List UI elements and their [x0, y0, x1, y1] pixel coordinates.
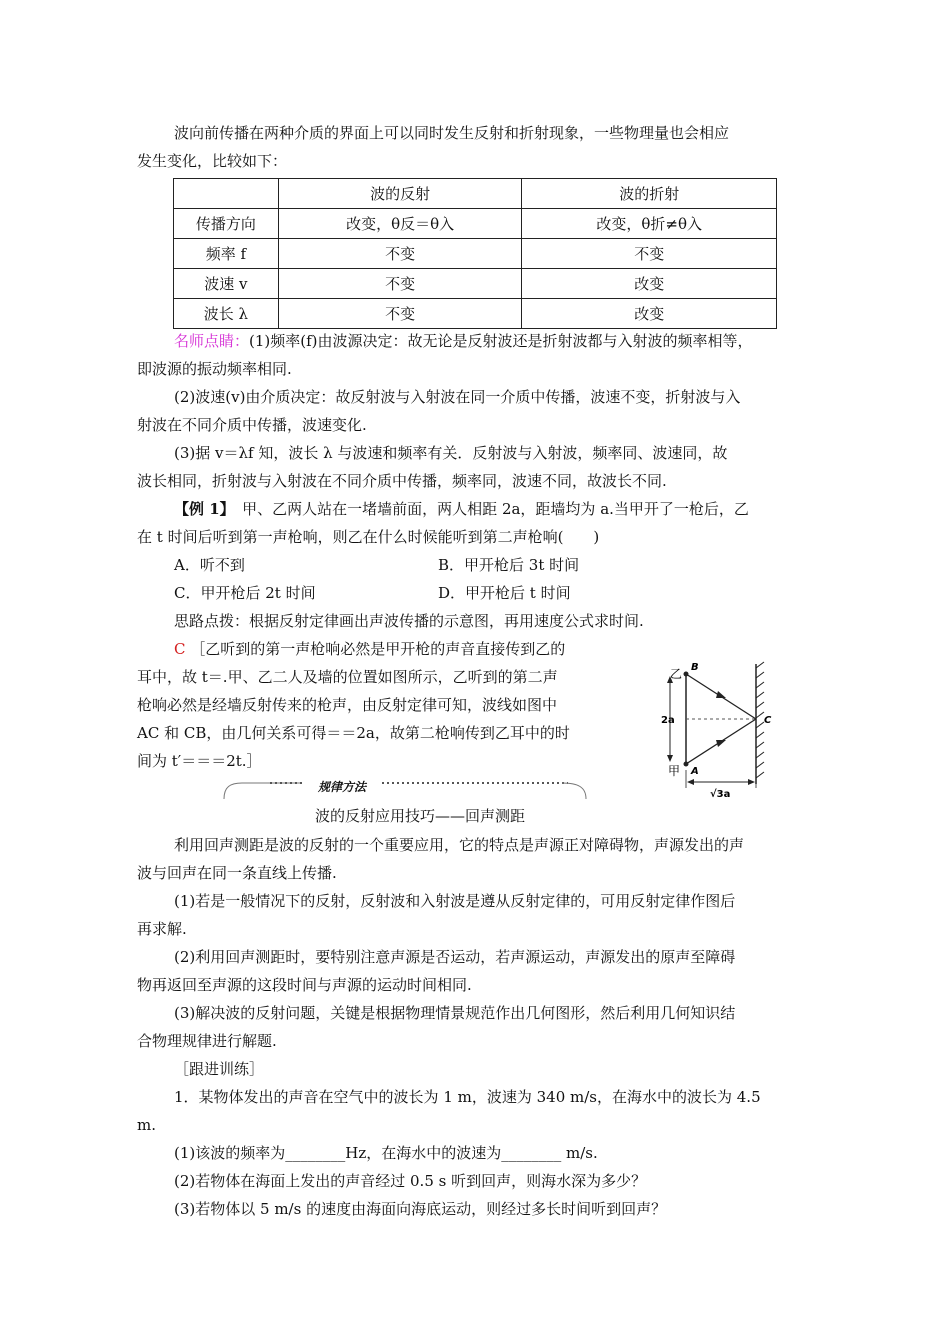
option-b: B．甲开枪后 3t 时间: [438, 556, 580, 574]
point-b: [684, 672, 689, 677]
comparison-table: [173, 178, 777, 329]
example-tag: 【例 1】: [174, 500, 228, 518]
method-title: 波的反射应用技巧——回声测距: [314, 807, 525, 825]
table-header-cell: [174, 179, 279, 209]
banner-right-curve: [562, 783, 586, 799]
solution-line-1: [174, 638, 644, 660]
table-cell: 改变，θ反＝θ入: [278, 209, 522, 239]
label-yi: 乙: [670, 667, 683, 681]
method-banner: [222, 777, 588, 801]
hint-line: 思路点拨：根据反射定律画出声波传播的示意图，再用速度公式求时间.: [174, 612, 644, 630]
table-cell: 不变: [522, 239, 777, 269]
arrow-head-down: [667, 755, 673, 762]
table-cell: 不变: [278, 269, 522, 299]
table-header-cell: 波的折射: [522, 179, 777, 209]
example-question-line-1: [174, 498, 817, 520]
table-row: [174, 209, 777, 239]
arrow-head-right: [748, 779, 755, 785]
practice-sub-2: (2)若物体在海面上发出的声音经过 0.5 s 听到回声，则海水深为多少？: [174, 1172, 647, 1190]
notes-line-4: 射波在不同介质中传播，波速变化.: [137, 416, 367, 434]
practice-question-1-cont: m.: [137, 1116, 156, 1134]
method-line-1: 利用回声测距是波的反射的一个重要应用，它的特点是声源正对障碍物，声源发出的声: [174, 836, 745, 854]
method-line-3: (1)若是一般情况下的反射，反射波和入射波是遵从反射定律的，可用反射定律作图后: [174, 892, 736, 910]
solution-line-2: 耳中，故 t＝.甲、乙二人及墙的位置如图所示，乙听到的第二声: [137, 668, 558, 686]
practice-question-1: 1．某物体发出的声音在空气中的波长为 1 m，波速为 340 m/s，在海水中的波长为 4.5: [174, 1088, 761, 1106]
point-a: [684, 762, 689, 767]
method-banner-label: 规律方法: [317, 780, 366, 794]
answer-letter: C: [174, 640, 186, 658]
arrow-upper: [716, 691, 726, 698]
arrow-lower: [716, 740, 726, 747]
banner-left-curve: [224, 783, 302, 799]
example-question-line-2: 在 t 时间后听到第一声枪响，则乙在什么时候能听到第二声枪响( ): [137, 528, 600, 546]
notes-text: (1)频率(f)由波源决定：故无论是反射波还是折射波都与入射波的频率相等，: [249, 332, 753, 350]
label-c: C: [764, 715, 772, 726]
table-cell: 不变: [278, 299, 522, 329]
label-jia: 甲: [668, 764, 681, 778]
intro-line-2: 发生变化，比较如下：: [137, 152, 288, 170]
method-line-6: 物再返回至声源的这段时间与声源的运动时间相同.: [137, 976, 472, 994]
solution-text: ［乙听到的第一声枪响必然是甲开枪的声音直接传到乙的: [190, 640, 566, 658]
practice-sub-3: (3)若物体以 5 m/s 的速度由海面向海底运动，则经过多长时间听到回声？: [174, 1200, 667, 1218]
table-cell: 改变: [522, 299, 777, 329]
example-text: 甲、乙两人站在一堵墙前面，两人相距 2a，距墙均为 a.当甲开了一枪后，乙: [227, 500, 749, 518]
method-line-5: (2)利用回声测距时，要特别注意声源是否运动，若声源运动，声源发出的原声至障碍: [174, 948, 736, 966]
table-cell: 波速 v: [174, 269, 279, 299]
wall-hatching: [756, 662, 764, 778]
table-row: [174, 299, 777, 329]
notes-line-6: 波长相同，折射波与入射波在不同介质中传播，频率同，波速不同，故波长不同.: [137, 472, 667, 490]
solution-line-3: 枪响必然是经墙反射传来的枪声，由反射定律可知，波线如图中: [137, 696, 558, 714]
table-cell: 频率 f: [174, 239, 279, 269]
notes-line-2: 即波源的振动频率相同.: [137, 360, 292, 378]
table-cell: 改变，θ折≠θ入: [522, 209, 777, 239]
label-root3a: √3a: [710, 789, 731, 800]
label-b: B: [691, 662, 699, 673]
solution-line-4: AC 和 CB，由几何关系可得＝＝2a，故第二枪响传到乙耳中的时: [137, 724, 570, 742]
practice-heading: ［跟进训练］: [174, 1060, 265, 1078]
notes-line-5: (3)据 v＝λf 知，波长 λ 与波速和频率有关．反射波与入射波，频率同、波速同，故: [174, 444, 728, 462]
option-c: C．甲开枪后 2t 时间: [174, 584, 316, 602]
method-line-4: 再求解.: [137, 920, 187, 938]
label-2a: 2a: [661, 715, 675, 726]
notes-line-3: (2)波速(v)由介质决定：故反射波与入射波在同一介质中传播，波速不变，折射波与入: [174, 388, 741, 406]
table-row: [174, 269, 777, 299]
practice-sub-1: (1)该波的频率为________Hz，在海水中的波速为________ m/s.: [174, 1144, 598, 1162]
notes-line-1: [174, 330, 817, 352]
method-line-2: 波与回声在同一条直线上传播.: [137, 864, 337, 882]
table-cell: 传播方向: [174, 209, 279, 239]
option-a: A．听不到: [174, 556, 245, 574]
table-header-cell: 波的反射: [278, 179, 522, 209]
table-cell: 波长 λ: [174, 299, 279, 329]
intro-line-1: 波向前传播在两种介质的界面上可以同时发生反射和折射现象，一些物理量也会相应: [174, 124, 730, 142]
solution-line-5: 间为 t′＝＝＝2t.］: [137, 752, 262, 770]
table-cell: 改变: [522, 269, 777, 299]
method-line-7: (3)解决波的反射问题，关键是根据物理情景规范作出几何图形，然后利用几何知识结: [174, 1004, 736, 1022]
table-row: [174, 239, 777, 269]
label-a: A: [691, 766, 699, 777]
arrow-head-left: [687, 779, 694, 785]
notes-label: 名师点睛：: [174, 332, 250, 350]
reflection-diagram: [652, 652, 782, 802]
method-line-8: 合物理规律进行解题.: [137, 1032, 277, 1050]
table-cell: 不变: [278, 239, 522, 269]
option-d: D．甲开枪后 t 时间: [438, 584, 571, 602]
table-header-row: [174, 179, 777, 209]
